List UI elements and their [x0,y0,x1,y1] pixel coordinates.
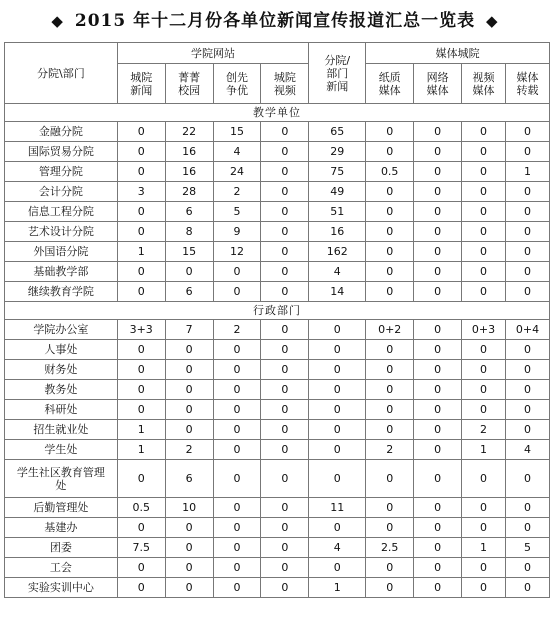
dept-name: 工会 [5,558,118,578]
value-cell: 0.5 [117,498,165,518]
value-cell: 0 [261,222,309,242]
header-sub-col [117,64,165,104]
value-cell: 0 [414,262,462,282]
value-cell: 0 [505,182,549,202]
value-cell: 2 [462,420,506,440]
header-line: 分院/ [324,53,351,67]
value-cell: 0 [366,282,414,302]
value-cell: 14 [309,282,366,302]
value-cell: 0 [213,578,261,598]
value-cell: 4 [213,142,261,162]
table-row [5,282,550,302]
table-row [5,380,550,400]
value-cell: 0 [366,380,414,400]
dept-name: 学生处 [5,440,118,460]
value-cell: 0 [165,400,213,420]
value-cell: 0 [414,182,462,202]
value-cell: 0 [261,538,309,558]
table-row [5,202,550,222]
report-table [4,42,550,598]
dept-name: 后勤管理处 [5,498,118,518]
value-cell: 0 [366,360,414,380]
value-cell: 0 [165,420,213,440]
value-cell: 0 [213,460,261,498]
value-cell: 0 [117,380,165,400]
value-cell: 0 [117,400,165,420]
header-sub-col [165,64,213,104]
value-cell: 0 [261,162,309,182]
value-cell: 0 [117,282,165,302]
value-cell: 0 [309,380,366,400]
header-dept: 分院\部门 [5,43,118,104]
value-cell: 28 [165,182,213,202]
dept-name: 金融分院 [5,122,118,142]
value-cell: 10 [165,498,213,518]
value-cell: 16 [165,142,213,162]
title-text: 2015 年十二月份各单位新闻宣传报道汇总一览表 [74,11,476,31]
value-cell: 0 [366,142,414,162]
header-line: 转载 [516,83,539,97]
value-cell: 7 [165,320,213,340]
value-cell: 5 [505,538,549,558]
value-cell: 0 [505,380,549,400]
value-cell: 0 [261,558,309,578]
value-cell: 0 [462,380,506,400]
header-line: 校园 [178,83,201,97]
value-cell: 0 [414,122,462,142]
value-cell: 0 [462,182,506,202]
value-cell: 0 [213,282,261,302]
value-cell: 0 [505,340,549,360]
value-cell: 0 [414,440,462,460]
value-cell: 1 [117,242,165,262]
value-cell: 0 [414,162,462,182]
table-row [5,340,550,360]
value-cell: 0 [414,202,462,222]
header-group-web: 学院网站 [117,43,309,64]
value-cell: 0+4 [505,320,549,340]
value-cell: 0 [462,518,506,538]
value-cell: 24 [213,162,261,182]
header-line: 媒体 [472,83,495,97]
value-cell: 0 [414,142,462,162]
value-cell: 0 [117,142,165,162]
value-cell: 16 [165,162,213,182]
value-cell: 8 [165,222,213,242]
value-cell: 0 [505,400,549,420]
value-cell: 0 [165,578,213,598]
value-cell: 0 [261,360,309,380]
value-cell: 0 [117,360,165,380]
value-cell: 4 [309,538,366,558]
value-cell: 0 [462,400,506,420]
value-cell: 0 [462,122,506,142]
value-cell: 0+3 [462,320,506,340]
header-line: 城院 [130,70,153,84]
value-cell: 6 [165,202,213,222]
value-cell: 0 [165,340,213,360]
header-line: 网络 [426,70,449,84]
value-cell: 0 [462,162,506,182]
value-cell: 0 [505,262,549,282]
value-cell: 0 [261,440,309,460]
value-cell: 0 [261,460,309,498]
value-cell: 0 [309,340,366,360]
value-cell: 0 [117,558,165,578]
dept-name: 教务处 [5,380,118,400]
value-cell: 0 [414,340,462,360]
table-row [5,182,550,202]
value-cell: 0 [117,578,165,598]
value-cell: 11 [309,498,366,518]
value-cell: 3+3 [117,320,165,340]
value-cell: 0 [414,400,462,420]
value-cell: 49 [309,182,366,202]
value-cell: 0 [117,222,165,242]
value-cell: 22 [165,122,213,142]
value-cell: 0 [117,262,165,282]
dept-name: 会计分院 [5,182,118,202]
value-cell: 0 [213,440,261,460]
table-row [5,360,550,380]
value-cell: 0 [414,282,462,302]
table-row [5,222,550,242]
header-sub-col [414,64,462,104]
value-cell: 0 [213,340,261,360]
value-cell: 15 [165,242,213,262]
value-cell: 0 [414,498,462,518]
value-cell: 0 [462,460,506,498]
value-cell: 0 [414,558,462,578]
header-line: 新闻 [130,83,153,97]
value-cell: 1 [117,440,165,460]
value-cell: 0 [309,460,366,498]
value-cell: 0 [505,518,549,538]
dept-name: 艺术设计分院 [5,222,118,242]
value-cell: 0 [261,142,309,162]
value-cell: 0 [414,578,462,598]
value-cell: 0 [505,242,549,262]
value-cell: 1 [117,420,165,440]
value-cell: 0 [117,340,165,360]
value-cell: 0 [165,558,213,578]
value-cell: 0 [505,498,549,518]
value-cell: 0 [213,360,261,380]
value-cell: 0 [261,122,309,142]
table-row [5,420,550,440]
header-sub-col [462,64,506,104]
value-cell: 0 [213,558,261,578]
value-cell: 2 [366,440,414,460]
value-cell: 6 [165,282,213,302]
value-cell: 0 [309,360,366,380]
value-cell: 1 [462,538,506,558]
header-line: 媒体 [516,70,539,84]
value-cell: 0 [366,182,414,202]
value-cell: 1 [462,440,506,460]
value-cell: 0 [261,202,309,222]
value-cell: 1 [309,578,366,598]
dept-name: 招生就业处 [5,420,118,440]
value-cell: 0 [309,420,366,440]
value-cell: 0 [117,122,165,142]
header-line: 视频 [472,70,495,84]
value-cell: 0 [261,380,309,400]
header-line: 媒体 [426,83,449,97]
value-cell: 16 [309,222,366,242]
header-sub-col [505,64,549,104]
value-cell: 0 [366,420,414,440]
value-cell: 0 [213,498,261,518]
value-cell: 0 [366,122,414,142]
value-cell: 9 [213,222,261,242]
value-cell: 0 [414,360,462,380]
value-cell: 0 [213,538,261,558]
value-cell: 0 [414,242,462,262]
section-admin [5,302,550,320]
value-cell: 0 [366,202,414,222]
dept-name: 团委 [5,538,118,558]
value-cell: 0 [117,202,165,222]
value-cell: 0 [462,202,506,222]
dept-name: 学生社区教育管理处 [5,460,118,498]
value-cell: 51 [309,202,366,222]
value-cell: 0 [165,360,213,380]
value-cell: 0 [505,578,549,598]
diamond-icon: ◆ [486,12,499,30]
value-cell: 0 [366,340,414,360]
header-line: 纸质 [378,70,401,84]
value-cell: 0 [366,222,414,242]
value-cell: 0 [462,222,506,242]
value-cell: 0 [414,538,462,558]
value-cell: 0 [462,262,506,282]
dept-name: 国际贸易分院 [5,142,118,162]
value-cell: 0 [165,262,213,282]
table-row [5,578,550,598]
dept-name: 继续教育学院 [5,282,118,302]
value-cell: 1 [505,162,549,182]
value-cell: 2 [213,320,261,340]
value-cell: 0 [505,282,549,302]
header-sub-col [261,64,309,104]
table-row [5,122,550,142]
table-row [5,162,550,182]
value-cell: 0 [261,340,309,360]
table-row [5,142,550,162]
value-cell: 0 [366,242,414,262]
value-cell: 0 [213,420,261,440]
value-cell: 4 [505,440,549,460]
dept-name: 学院办公室 [5,320,118,340]
value-cell: 0 [462,242,506,262]
value-cell: 0 [505,222,549,242]
value-cell: 0 [261,320,309,340]
table-row [5,460,550,498]
dept-name: 管理分院 [5,162,118,182]
page-title [0,0,550,42]
table-row [5,400,550,420]
dept-name: 信息工程分院 [5,202,118,222]
dept-name: 实验实训中心 [5,578,118,598]
value-cell: 0 [366,578,414,598]
value-cell: 0 [309,518,366,538]
value-cell: 0 [261,400,309,420]
value-cell: 0 [165,538,213,558]
value-cell: 0 [505,558,549,578]
dept-name: 基建办 [5,518,118,538]
diamond-icon: ◆ [51,12,64,30]
table-row [5,262,550,282]
value-cell: 0 [505,460,549,498]
value-cell: 0 [462,142,506,162]
value-cell: 0 [414,460,462,498]
value-cell: 0 [505,142,549,162]
header-sub-col [366,64,414,104]
value-cell: 0 [462,282,506,302]
value-cell: 0 [261,282,309,302]
value-cell: 0 [309,440,366,460]
value-cell: 0 [261,518,309,538]
dept-name: 人事处 [5,340,118,360]
header-line: 新闻 [326,79,349,93]
header-line: 视频 [273,83,296,97]
value-cell: 0 [366,400,414,420]
value-cell: 0 [165,518,213,538]
value-cell: 0 [505,122,549,142]
value-cell: 0.5 [366,162,414,182]
value-cell: 0 [165,380,213,400]
table-row [5,498,550,518]
value-cell: 2 [213,182,261,202]
section-teaching [5,104,550,122]
header-line: 媒体 [378,83,401,97]
value-cell: 0 [261,262,309,282]
section-label: 行政部门 [5,302,550,320]
value-cell: 0 [462,578,506,598]
value-cell: 0 [414,320,462,340]
dept-name: 财务处 [5,360,118,380]
value-cell: 12 [213,242,261,262]
header-line: 城院 [273,70,296,84]
header-sub-col [213,64,261,104]
value-cell: 0 [366,518,414,538]
value-cell: 7.5 [117,538,165,558]
value-cell: 0 [309,400,366,420]
table-row [5,320,550,340]
value-cell: 2.5 [366,538,414,558]
value-cell: 2 [165,440,213,460]
value-cell: 0 [414,222,462,242]
value-cell: 0 [462,498,506,518]
value-cell: 0 [414,420,462,440]
header-line: 菁菁 [178,70,201,84]
value-cell: 75 [309,162,366,182]
header-dept-news [309,43,366,104]
table-row [5,518,550,538]
value-cell: 65 [309,122,366,142]
value-cell: 0 [505,420,549,440]
value-cell: 4 [309,262,366,282]
dept-name: 基础教学部 [5,262,118,282]
table-row [5,242,550,262]
value-cell: 0 [366,498,414,518]
value-cell: 0 [261,420,309,440]
value-cell: 0 [414,518,462,538]
value-cell: 5 [213,202,261,222]
value-cell: 0 [366,262,414,282]
value-cell: 0 [366,558,414,578]
value-cell: 0 [309,558,366,578]
value-cell: 0 [414,380,462,400]
table-row [5,538,550,558]
header-line: 部门 [326,66,349,80]
value-cell: 0 [117,460,165,498]
header-line: 争优 [226,83,248,97]
value-cell: 3 [117,182,165,202]
section-label: 教学单位 [5,104,550,122]
value-cell: 0 [213,518,261,538]
value-cell: 0 [213,262,261,282]
value-cell: 0 [366,460,414,498]
value-cell: 0 [462,340,506,360]
value-cell: 0 [261,182,309,202]
value-cell: 0 [505,202,549,222]
value-cell: 15 [213,122,261,142]
header-line: 创先 [226,70,248,84]
header-group-media: 媒体城院 [366,43,550,64]
value-cell: 0 [505,360,549,380]
value-cell: 0 [261,498,309,518]
value-cell: 0 [213,400,261,420]
value-cell: 0 [462,360,506,380]
dept-name: 科研处 [5,400,118,420]
value-cell: 0 [462,558,506,578]
table-row [5,558,550,578]
value-cell: 162 [309,242,366,262]
value-cell: 29 [309,142,366,162]
value-cell: 6 [165,460,213,498]
value-cell: 0 [213,380,261,400]
value-cell: 0 [117,518,165,538]
dept-name: 外国语分院 [5,242,118,262]
value-cell: 0+2 [366,320,414,340]
value-cell: 0 [309,320,366,340]
table-row [5,440,550,460]
value-cell: 0 [117,162,165,182]
value-cell: 0 [261,578,309,598]
value-cell: 0 [261,242,309,262]
